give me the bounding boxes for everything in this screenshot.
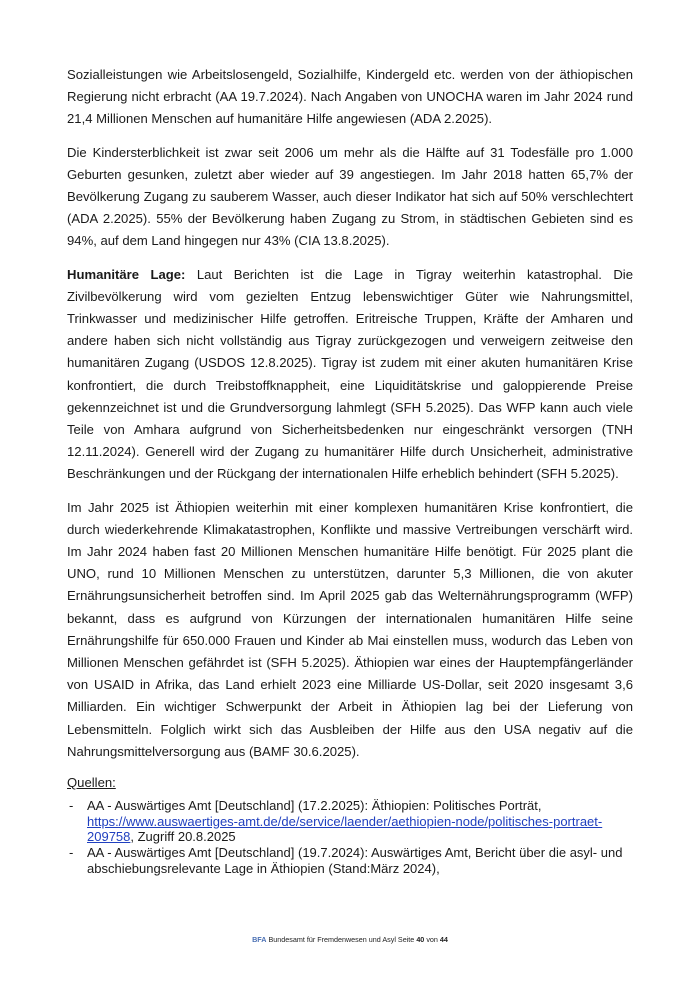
footer-page-total: 44 (439, 935, 448, 944)
footer-page-label: Seite (397, 935, 415, 944)
bfa-logo: BFA (252, 935, 267, 944)
paragraph-social-benefits: Sozialleistungen wie Arbeitslosengeld, Sozialhilfe, Kindergeld etc. werden von der äthiopischen Regierung nicht erbracht (AA 19.7.2024). Nach Angaben von UNOCHA waren im Jahr 2024 rund 21,4 Millionen Menschen auf humanitäre Hilfe angewiesen (ADA 2.2025). (67, 67, 633, 127)
list-bullet: - (69, 845, 74, 861)
list-bullet: - (69, 798, 74, 814)
source-link[interactable]: https://www.auswaertiges-amt.de/de/service/laender/aethiopien-node/politisches-portraet-209758 (87, 813, 603, 844)
source-item: - AA - Auswärtiges Amt [Deutschland] (19.7.2024): Auswärtiges Amt, Bericht über die asyl- und abschiebungsrelevante Lage in Äthiopien (Stand:März 2024), (69, 845, 623, 876)
section-lead-heading: Humanitäre Lage: (67, 266, 186, 282)
footer-page-number: 40 (416, 935, 425, 944)
sources-list (67, 798, 633, 876)
footer-of-label: von (426, 935, 438, 944)
document-body (67, 64, 633, 877)
paragraph-crisis-2025: Im Jahr 2025 ist Äthiopien weiterhin mit einer komplexen humanitären Krise konfrontiert, die durch wiederkehrende Klimakatastrophen, Konflikte und massive Vertreibungen verschärft wird. Im Jahr 2024 haben fast 20 Millionen Menschen humanitäre Hilfe benötigt. Für 2025 plant die UNO, rund 10 Millionen Menschen zu unterstützen, darunter 5,3 Millionen, die von akuter Ernährungsunsicherheit betroffen sind. Im April 2025 gab das Welternährungsprogramm (WFP) bekannt, dass es aufgrund von Kürzungen der internationalen humanitären Hilfe seine Ernährungshilfe für 650.000 Frauen und Kinder ab Mai einstellen muss, wodurch das Leben von Millionen Menschen gefährdet ist (SFH 5.2025). Äthiopien war eines der Hauptempfängerländer von USAID in Afrika, das Land erhielt 2023 eine Milliarde US-Dollar, seit 2020 insgesamt 3,6 Milliarden. Ein wichtiger Schwerpunkt der Arbeit in Äthiopien lag bei der Lieferung von Lebensmitteln. Folglich wirkt sich das Ausbleiben der Hilfe aus den USA negativ auf die Nahrungsmittelversorgung aus (BAMF 30.6.2025). (67, 499, 633, 759)
source-item: - AA - Auswärtiges Amt [Deutschland] (17.2.2025): Äthiopien: Politisches Porträt, https://www.auswaertiges-amt.de/de/service/laender/aethiopien-node/politisches-portraet-209758, Zugriff 20.8.2025 (69, 798, 603, 844)
paragraph-humanitarian-situation: Humanitäre Lage: Laut Berichten ist die Lage in Tigray weiterhin katastrophal. Die Zivilbevölkerung wird vom gezielten Entzug lebenswichtiger Güter wie Nahrungsmittel, Trinkwasser und medizinischer Hilfe getroffen. Eritreische Truppen, Kräfte der Amharen und andere haben sich nicht vollständig aus Tigray zurückgezogen und verweigern zeitweise den humanitären Zugang (USDOS 12.8.2025). Tigray ist zudem mit einer akuten humanitären Krise konfrontiert, die durch Treibstoffknappheit, eine Liquiditätskrise und galoppierende Preise gekennzeichnet ist und die Grundversorgung lahmlegt (SFH 5.2025). Das WFP kann auch viele Teile von Amhara aufgrund von Sicherheitsbedenken nur eingeschränkt versorgen (TNH 12.11.2024). Generell wird der Zugang zu humanitärer Hilfe durch Unsicherheit, administrative Beschränkungen und der Rückgang der internationalen Hilfe erheblich behindert (SFH 5.2025). (67, 266, 633, 482)
sources-heading: Quellen: (67, 775, 116, 791)
paragraph-child-mortality: Die Kindersterblichkeit ist zwar seit 2006 um mehr als die Hälfte auf 31 Todesfälle pro 1.000 Geburten gesunken, zuletzt aber wieder auf 39 angestiegen. Im Jahr 2018 hatten 65,7% der Bevölkerung Zugang zu sauberem Wasser, auch dieser Indikator hat sich auf 50% verschlechtert (ADA 2.2025). 55% der Bevölkerung haben Zugang zu Strom, in städtischen Gebieten sind es 94%, auf dem Land hingegen nur 43% (CIA 13.8.2025). (67, 144, 633, 249)
page-footer (0, 935, 700, 944)
footer-org: Bundesamt für Fremdenwesen und Asyl (268, 935, 396, 944)
